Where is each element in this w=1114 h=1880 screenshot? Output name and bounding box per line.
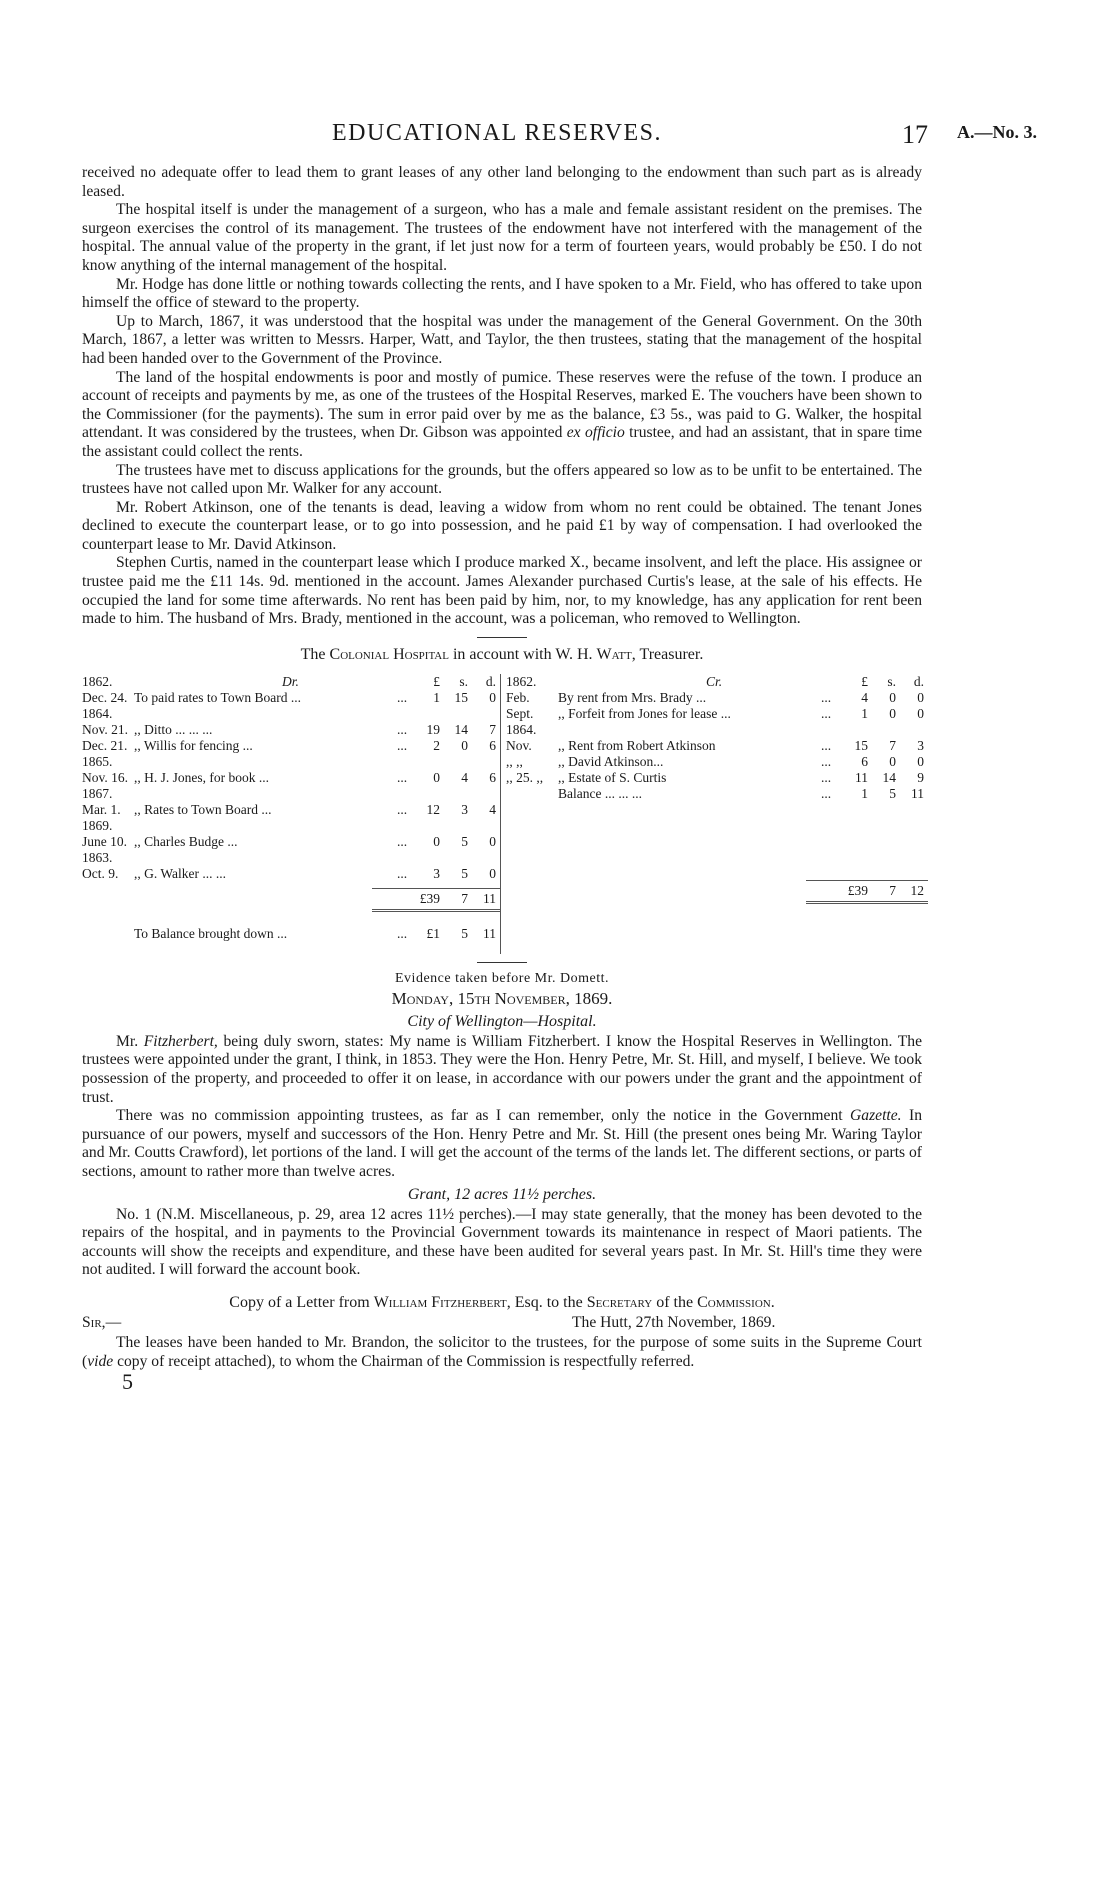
paragraph: received no adequate offer to lead them to grant leases of any other land belonging to the endowment than such part as is already leased. xyxy=(82,164,922,200)
account-row: Nov. 16. ,, H. J. Jones, for book ... ... 0 4 6 xyxy=(82,769,496,785)
divider xyxy=(477,637,527,638)
debit-header: 1862. Dr. £ s. d. xyxy=(82,673,496,689)
account-row: Nov. ,, Rent from Robert Atkinson ... 15 7 3 xyxy=(506,737,924,753)
account-row: Dec. 21. ,, Willis for fencing ... ... 2 0 6 xyxy=(82,737,496,753)
paragraph: Stephen Curtis, named in the counterpart lease which I produce marked X., became insolvent, and left the place. His assignee or trustee paid me the £11 14s. 9d. mentioned in the account. James Alexander purchased Curtis's lease, at the sale of his effects. He occupied the land for some time afterwards. No rent has been paid by him, nor, to my knowledge, has any application for rent been made to him. The husband of Mrs. Brady, mentioned in the account, was a policeman, who removed to Wellington. xyxy=(82,554,922,628)
paragraph: There was no commission appointing trustees, as far as I can remember, only the notice in the Government Gazette. In pursuance of our powers, myself and successors of the Hon. Henry Petre and Mr. St. Hill (the present ones being Mr. Waring Taylor and Mr. Coutts Crawford), let portions of the land. I will get the account of the terms of the lands let. The different sections, or parts of sections, amount to rather more than twelve acres. xyxy=(82,1107,923,1180)
document-page xyxy=(82,120,1037,1395)
account-row: ,, ,, ,, David Atkinson... ... 6 0 0 xyxy=(506,753,924,769)
account-row: 1863. xyxy=(82,849,113,865)
account-row: Oct. 9. ,, G. Walker ... ... ... 3 5 0 xyxy=(82,865,496,881)
credit-header: 1862. Cr. £ s. d. xyxy=(506,673,924,689)
page-number: 17 xyxy=(902,120,928,149)
paragraph: Mr. Fitzherbert, being duly sworn, states: My name is William Fitzherbert. I know the Hospital Reserves in Wellington. The trustees were appointed under the grant, I think, in 1853. They were the Hon. Henry Petre, Mr. St. Hill, and myself, I believe. We took possession of the property, and proceeded to offer it on lease, in accordance with our powers under the grant and the appointment of trust. xyxy=(82,1032,922,1106)
account-row: 1865. xyxy=(82,753,113,769)
account-table xyxy=(82,674,922,954)
paragraph: The leases have been handed to Mr. Brandon, the solicitor to the trustees, for the purpose of some suits in the Supreme Court (vide copy of receipt attached), to whom the Chairman of the Commission is respectfully referred. xyxy=(82,1333,922,1370)
credit-total: £39 7 12 xyxy=(806,880,928,904)
grant-heading: Grant, 12 acres 11½ perches. xyxy=(407,1185,597,1203)
account-row: 1869. xyxy=(82,817,113,833)
paragraph: No. 1 (N.M. Miscellaneous, p. 29, area 12 acres 11½ perches).—I may state generally, that the money has been devoted to the repairs of the hospital, and in payments to the Provincial Government towards its maintenance in respect of Maori patients. The accounts will show the receipts and expenditure, and these have been audited for several years past. In Mr. St. Hill's time they were not audited. I will forward the account book. xyxy=(82,1205,922,1279)
account-row: 1867. xyxy=(82,785,113,801)
paragraph: Up to March, 1867, it was understood that the hospital was under the management of the General Government. On the 30th March, 1867, a letter was written to Messrs. Harper, Watt, and Taylor, the then trustees, stating that the management of the hospital had been handed over to the Government of the Province. xyxy=(82,312,922,367)
salutation: Sir,— xyxy=(82,1313,122,1331)
paragraph: The hospital itself is under the management of a surgeon, who has a male and female assistant resident on the premises. The surgeon exercises the control of its management. The trustees of the endowment have not interfered with the management of the hospital. The annual value of the property in the grant, if let just now for a term of fourteen years, would probably be £50. I do not know anything of the internal management of the hospital. xyxy=(82,201,922,274)
paragraph: Mr. Hodge has done little or nothing towards collecting the rents, and I have spoken to a Mr. Field, who has offered to take upon himself the office of steward to the property. xyxy=(82,275,922,312)
debit-side xyxy=(82,674,501,954)
account-row: ,, 25. ,, ,, Estate of S. Curtis ... 11 14 9 xyxy=(506,769,924,785)
letter-heading xyxy=(82,1314,922,1334)
account-row: Feb. By rent from Mrs. Brady ... ... 4 0 0 xyxy=(506,689,924,705)
account-row: Sept. ,, Forfeit from Jones for lease ... ... 1 0 0 xyxy=(506,705,924,721)
paragraph: The trustees have met to discuss applications for the grounds, but the offers appeared so low as to be unfit to be entertained. The trustees have not called upon Mr. Walker for any account. xyxy=(82,461,922,498)
credit-side xyxy=(506,674,928,904)
page-header xyxy=(82,120,1037,164)
account-row: 1864. xyxy=(82,705,113,721)
account-row: Balance ... ... ... ... 1 5 11 xyxy=(558,785,924,801)
debit-total: £39 7 11 xyxy=(372,888,500,912)
balance-brought-down: To Balance brought down ... ... £1 5 11 xyxy=(134,925,496,941)
account-row: Dec. 24. To paid rates to Town Board ... ... 1 15 0 xyxy=(82,689,496,705)
paper-reference: A.—No. 3. xyxy=(957,122,1037,142)
signature-mark: 5 xyxy=(122,1369,133,1395)
account-row: Mar. 1. ,, Rates to Town Board ... ... 12 3 4 xyxy=(82,801,496,817)
account-row: Nov. 21. ,, Ditto ... ... ... ... 19 14 7 xyxy=(82,721,496,737)
evidence-date: Monday, 15th November, 1869. xyxy=(391,988,613,1008)
running-title: EDUCATIONAL RESERVES. xyxy=(332,120,663,146)
account-title: The Colonial Hospital in account with W. H. Watt, Treasurer. xyxy=(300,645,704,663)
account-row: June 10. ,, Charles Budge ... ... 0 5 0 xyxy=(82,833,496,849)
evidence-place: City of Wellington—Hospital. xyxy=(407,1012,597,1030)
letter-title: Copy of a Letter from William Fitzherbert, Esq. to the Secretary of the Commission. xyxy=(229,1293,775,1311)
paragraph: The land of the hospital endowments is poor and mostly of pumice. These reserves were the refuse of the town. I produce an account of receipts and payments by me, as one of the trustees of the Hospital Reserves, marked E. The vouchers have been shown to the Commissioner (for the payments). The sum in error paid over by me as the balance, £3 5s., was paid to G. Walker, the hospital attendant. It was considered by the trustees, when Dr. Gibson was appointed ex officio trustee, and had an assistant, that in spare time the assistant could collect the rents. xyxy=(82,368,923,460)
paragraph: Mr. Robert Atkinson, one of the tenants is dead, leaving a widow from whom no rent could be obtained. The tenant Jones declined to execute the counterpart lease, or to go into possession, and he paid £1 by way of compensation. I had overlooked the counterpart lease to Mr. David Atkinson. xyxy=(82,498,922,553)
evidence-title: Evidence taken before Mr. Domett. xyxy=(395,970,609,986)
account-row: 1864. xyxy=(506,721,537,737)
divider xyxy=(477,962,527,963)
letter-date: The Hutt, 27th November, 1869. xyxy=(572,1313,776,1331)
